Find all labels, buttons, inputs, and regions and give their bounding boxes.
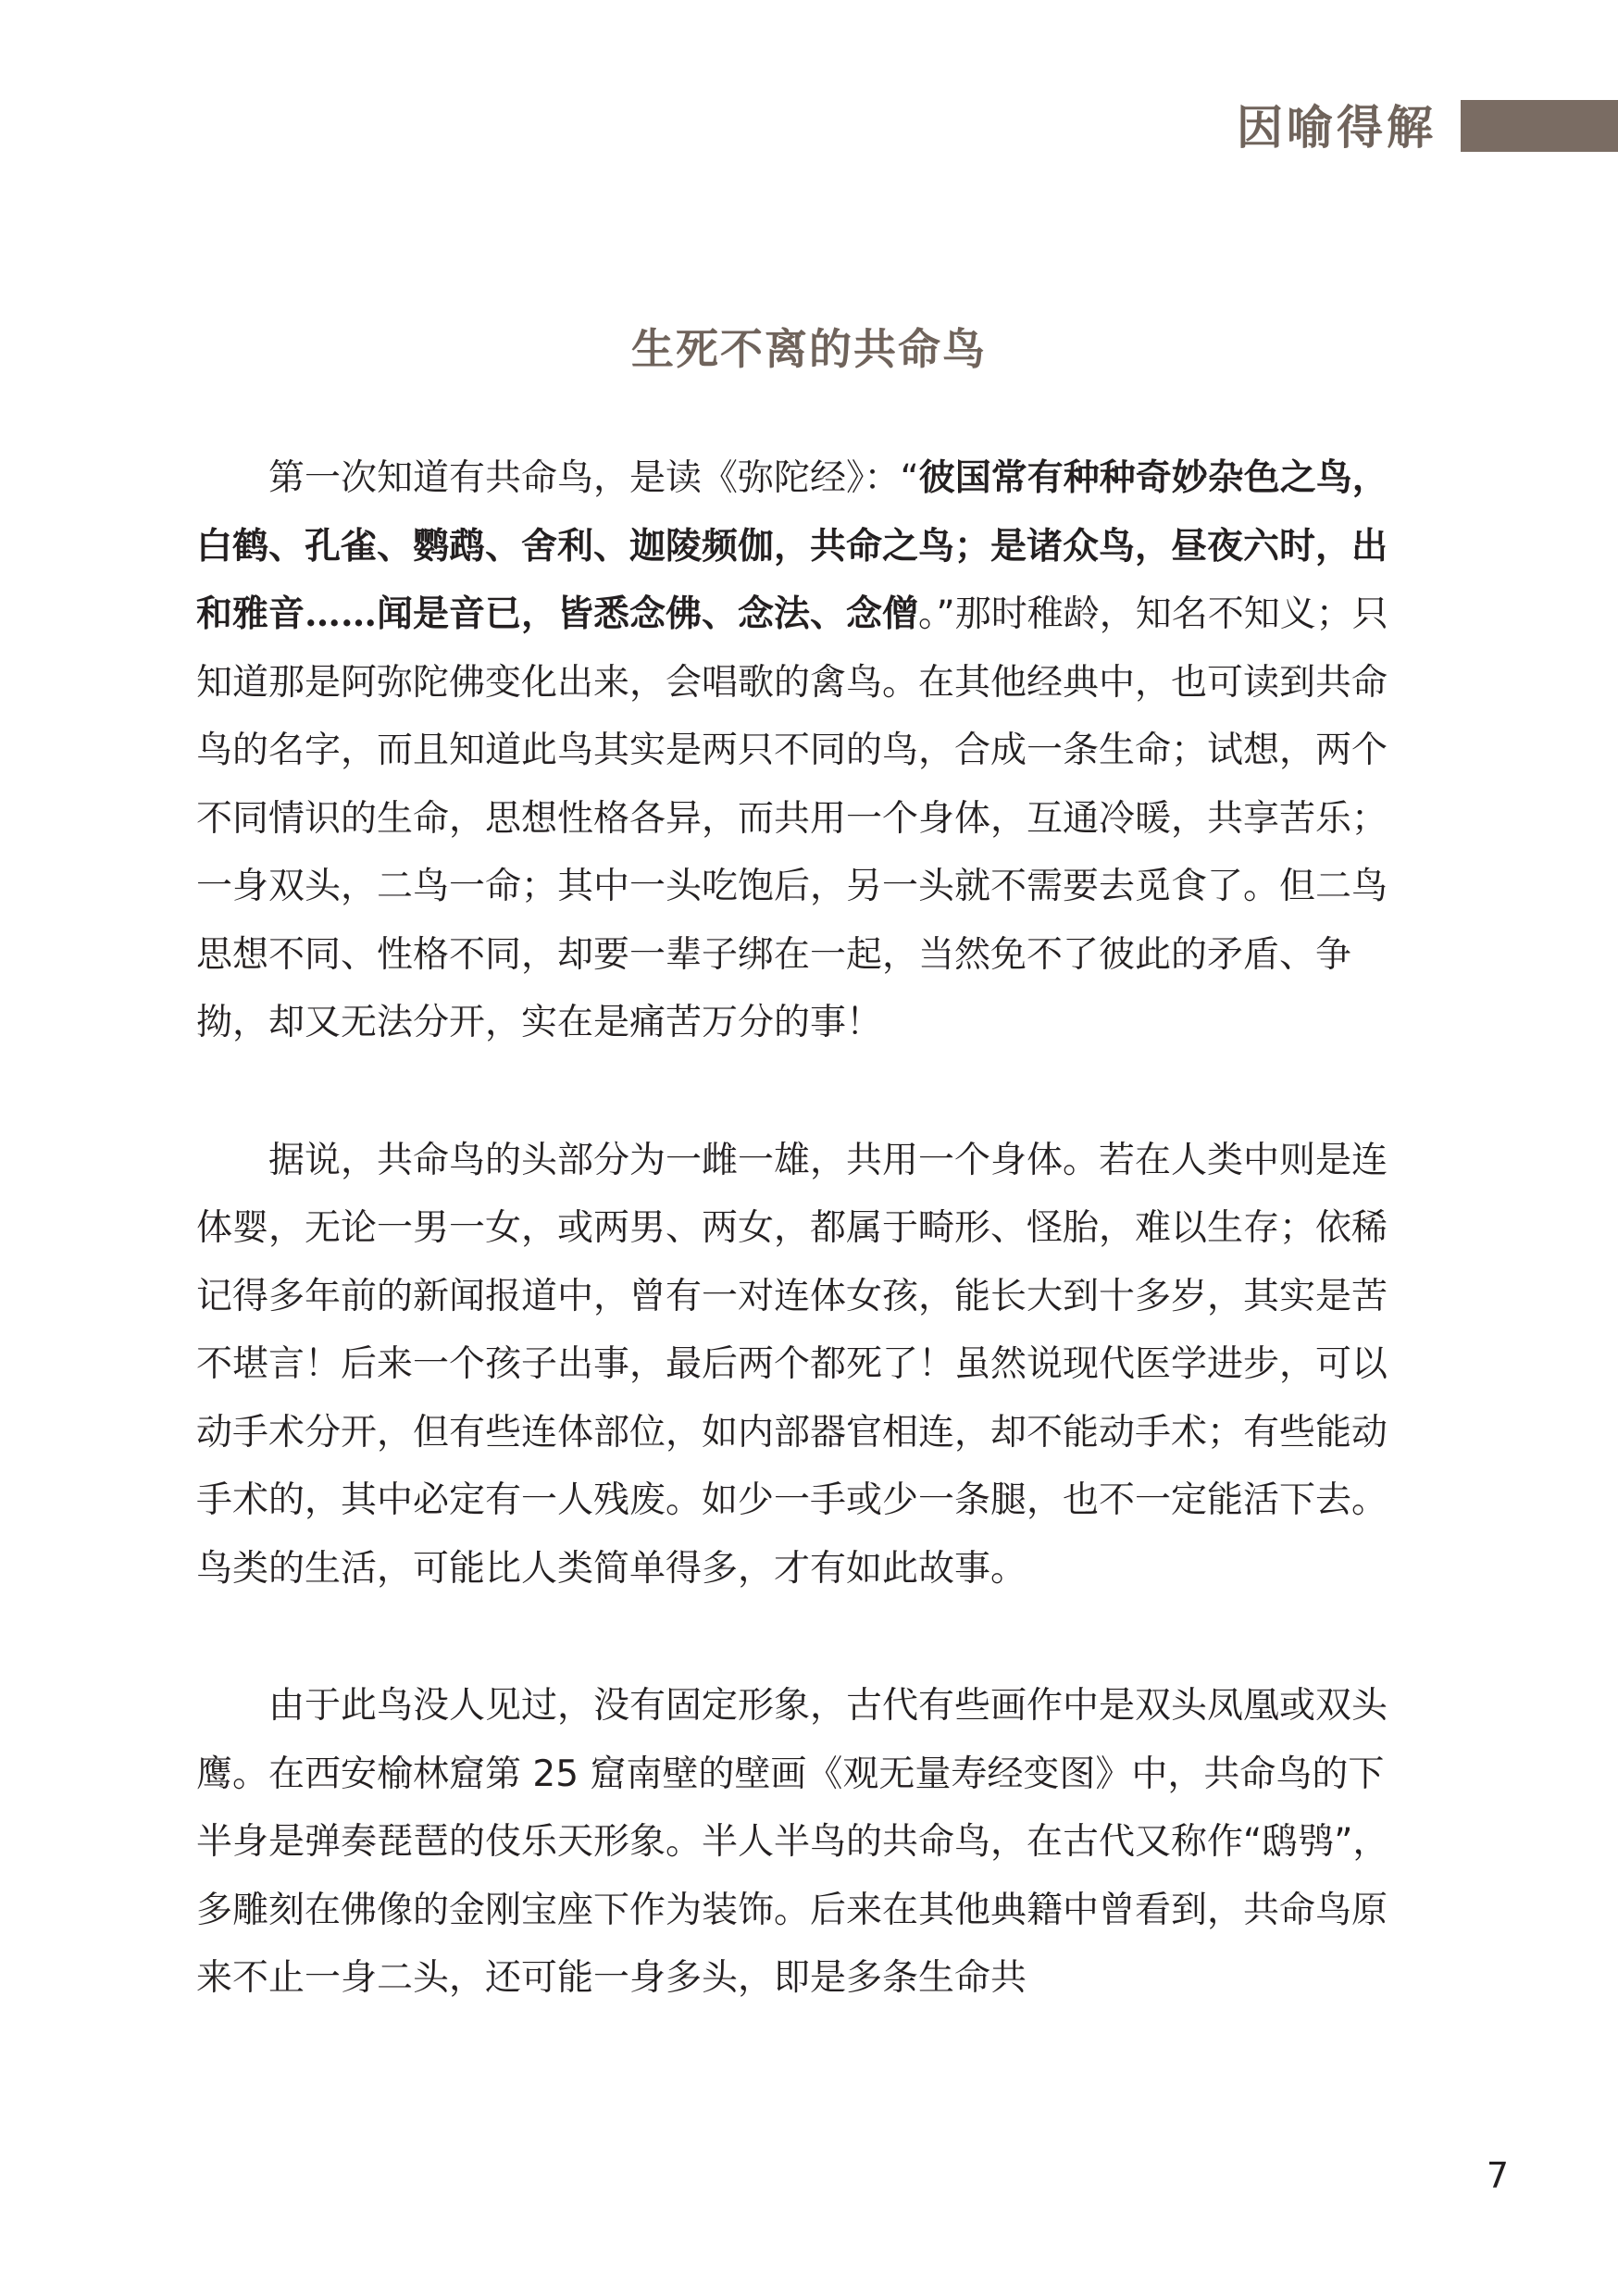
- article-title: 生死不离的共命鸟: [631, 324, 987, 374]
- section-bar: [1461, 100, 1618, 152]
- paragraph-text: 第一次知道有共命鸟，是读《弥陀经》：“: [196, 457, 919, 499]
- paragraph-text: 据说，共命鸟的头部分为一雌一雄，共用一个身体。若在人类中则是连体婴，无论一男一女，或两男、两女，都属于畸形、怪胎，难以生存；依稀记得多年前的新闻报道中，曾有一对连体女孩，能长大到十多岁，其实是苦不堪言！后来一个孩子出事，最后两个都死了！虽然说现代医学进步，可以动手术分开，但有些连体部位，如内部器官相连，却不能动手术；有些能动手术的，其中必定有一人残废。如少一手或少一条腿，也不一定能活下去。鸟类的生活，可能比人类简单得多，才有如此故事。: [196, 1139, 1388, 1590]
- paragraph-2: [196, 1127, 1409, 1603]
- article-body: [196, 444, 1409, 2013]
- section-title: 因喻得解: [1237, 101, 1437, 155]
- paragraph-text: 由于此鸟没人见过，没有固定形象，古代有些画作中是双头凤凰或双头鹰。在西安榆林窟第 25 窟南壁的壁画《观无量寿经变图》中，共命鸟的下半身是弹奏琵琶的伎乐天形象。半人半鸟的共命鸟，在古代又称作“鸱鸮”，多雕刻在佛像的金刚宝座下作为装饰。后来在其他典籍中曾看到，共命鸟原来不止一身二头，还可能一身多头，即是多条生命共: [196, 1685, 1389, 1999]
- page-number: 7: [1486, 2155, 1509, 2196]
- sutra-quote: 彼国常有种种奇妙杂色之鸟，白鹤、孔雀、鹦鹉、舍利、迦陵频伽，共命之鸟；是诸众鸟，昼夜六时，出和雅音……闻是音已，皆悉念佛、念法、念僧: [196, 456, 1388, 635]
- paragraph-1: [196, 444, 1409, 1057]
- paragraph-3: [196, 1672, 1409, 2013]
- paragraph-text: 。”那时稚龄，知名不知义；只知道那是阿弥陀佛变化出来，会唱歌的禽鸟。在其他经典中，也可读到共命鸟的名字，而且知道此鸟其实是两只不同的鸟，合成一条生命；试想，两个不同情识的生命，思想性格各异，而共用一个身体，互通冷暖，共享苦乐；一身双头，二鸟一命；其中一头吃饱后，另一头就不需要去觅食了。但二鸟思想不同、性格不同，却要一辈子绑在一起，当然免不了彼此的矛盾、争拗，却又无法分开，实在是痛苦万分的事！: [196, 593, 1388, 1043]
